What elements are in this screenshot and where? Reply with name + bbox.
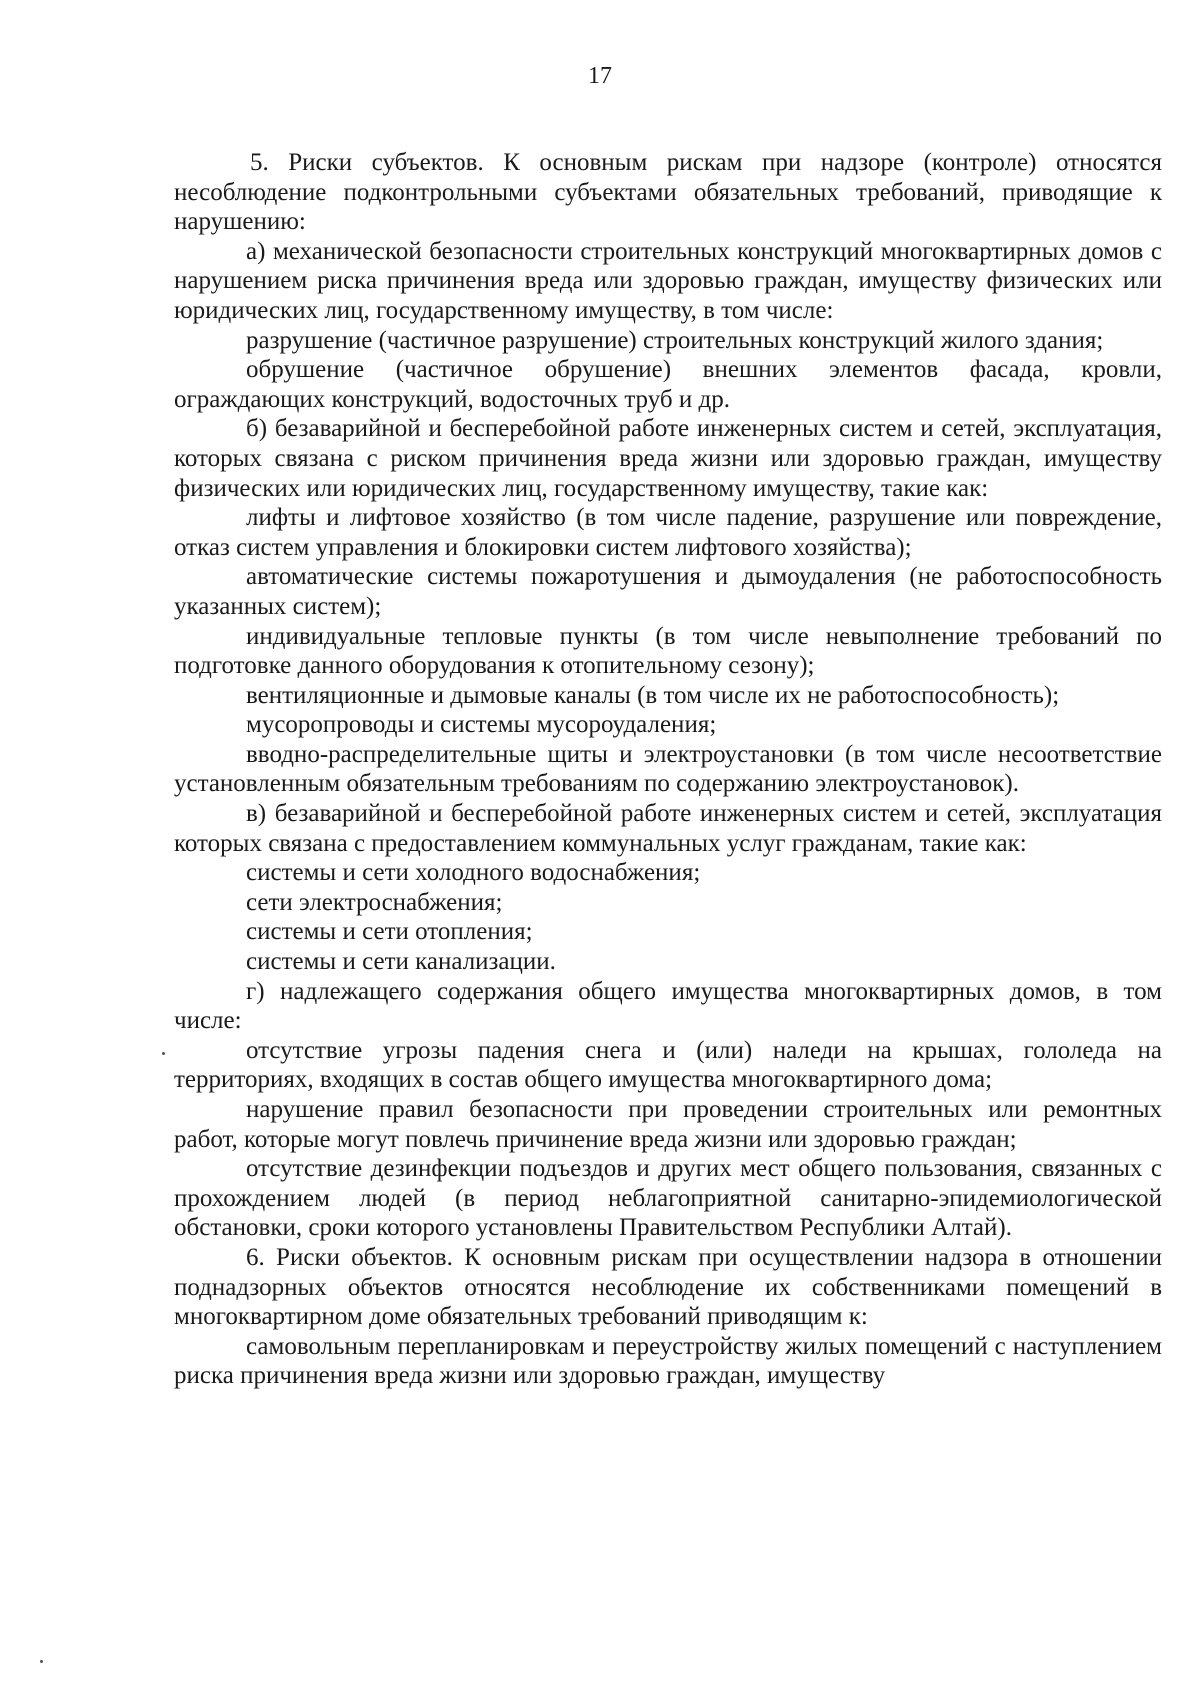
list-item: системы и сети канализации.	[246, 948, 556, 976]
page-number: 17	[588, 63, 612, 89]
list-item: обрушение (частичное обрушение) внешних элементов фасада, кровли, ограждающих конструкций, водосточных труб и др.	[174, 356, 1162, 413]
list-item: вводно-распределительные щиты и электроустановки (в том числе несоответствие установленным обязательным требованиям по содержанию электроустановок).	[174, 740, 1162, 798]
scan-speck	[40, 1660, 43, 1663]
list-item: автоматические системы пожаротушения и дымоудаления (не работоспособность указанных систем);	[174, 563, 1162, 620]
list-item-a: а) механической безопасности строительных конструкций многоквартирных домов с нарушением риска причинения вреда или здоровью граждан, имуществу физических или юридических лиц, государственному имуществу, в том числе:	[174, 237, 1162, 324]
list-item: системы и сети холодного водоснабжения;	[246, 859, 701, 887]
list-item: разрушение (частичное разрушение) строительных конструкций жилого здания;	[246, 326, 1104, 354]
list-item: отсутствие угрозы падения снега и (или) наледи на крышах, гололеда на территориях, входящих в состав общего имущества многоквартирного дома;	[174, 1036, 1162, 1094]
list-item-b: б) безаварийной и бесперебойной работе инженерных систем и сетей, эксплуатация, которых связана с риском причинения вреда жизни или здоровью граждан, имуществу физических или юридических лиц, государственному имуществу, такие как:	[174, 415, 1162, 502]
list-item: сети электроснабжения;	[246, 888, 503, 916]
list-item: индивидуальные тепловые пункты (в том числе невыполнение требований по подготовке данного оборудования к отопительному сезону);	[174, 622, 1162, 680]
list-item: мусоропроводы и системы мусороудаления;	[246, 711, 717, 739]
list-item: самовольным перепланировкам и переустройству жилых помещений с наступлением риска причинения вреда жизни или здоровью граждан, имуществу	[174, 1332, 1162, 1390]
list-item: нарушение правил безопасности при проведении строительных или ремонтных работ, которые могут повлечь причинение вреда жизни или здоровью граждан;	[174, 1096, 1162, 1153]
list-item-v: в) безаварийной и бесперебойной работе инженерных систем и сетей, эксплуатация которых связана с предоставлением коммунальных услуг гражданам, такие как:	[174, 800, 1162, 857]
list-item: системы и сети отопления;	[246, 918, 533, 946]
paragraph-5-risks-subjects: 5. Риски субъектов. К основным рискам при надзоре (контроле) относятся несоблюдение подконтрольными субъектами обязательных требований, приводящие к нарушению:	[174, 149, 1162, 236]
scan-speck	[162, 1052, 165, 1055]
paragraph-6-risks-objects: 6. Риски объектов. К основным рискам при осуществлении надзора в отношении поднадзорных объектов относятся несоблюдение их собственниками помещений в многоквартирном доме обязательных требований приводящим к:	[174, 1243, 1162, 1331]
list-item: лифты и лифтовое хозяйство (в том числе падение, разрушение или повреждение, отказ систем управления и блокировки систем лифтового хозяйства);	[174, 504, 1162, 561]
list-item-g: г) надлежащего содержания общего имущества многоквартирных домов, в том числе:	[174, 977, 1162, 1035]
list-item: отсутствие дезинфекции подъездов и других мест общего пользования, связанных с прохождением людей (в период неблагоприятной санитарно-эпидемиологической обстановки, сроки которого установлены Правительством Республики Алтай).	[174, 1155, 1162, 1242]
list-item: вентиляционные и дымовые каналы (в том числе их не работоспособность);	[246, 681, 1060, 709]
document-body	[174, 148, 1162, 1391]
